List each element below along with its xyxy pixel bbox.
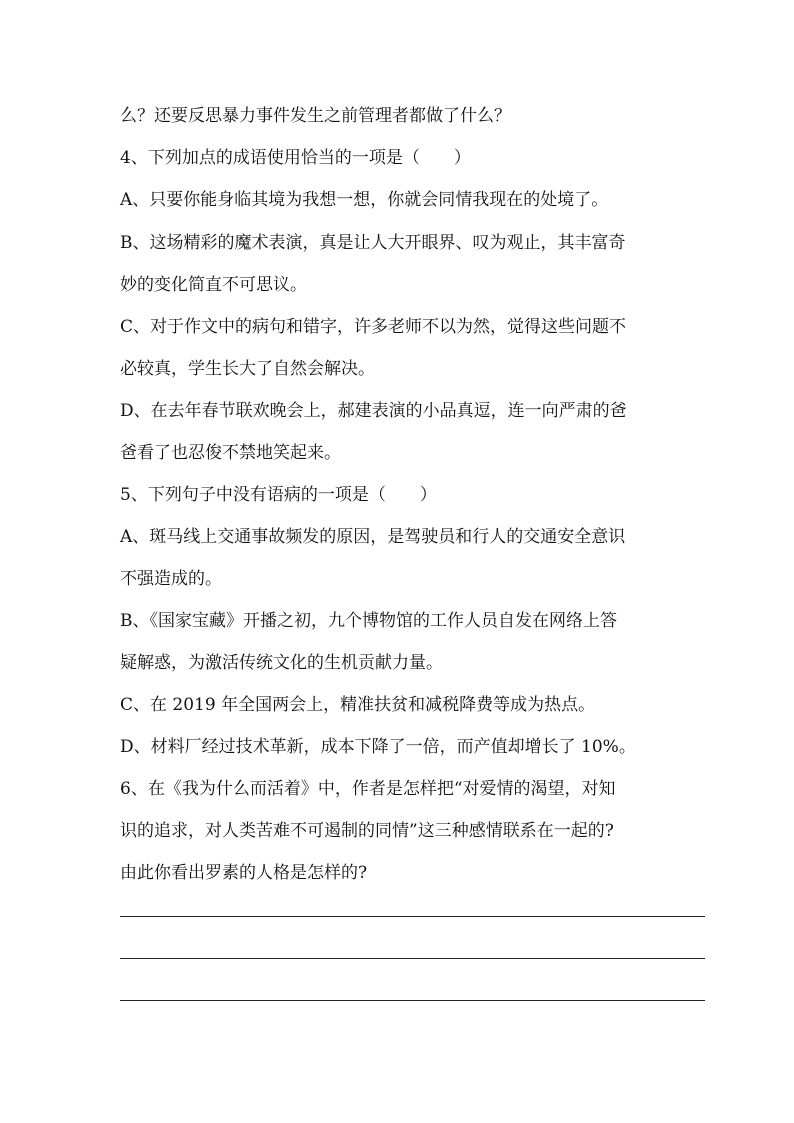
question-4-option-b-cont: 妙的变化简直不可思议。 [120,275,307,295]
question-6-stem-cont: 识的追求，对人类苦难不可遏制的同情”这三种感情联系在一起的? [120,821,614,841]
question-6-stem: 6、在《我为什么而活着》中，作者是怎样把“对爱情的渴望，对知 [120,779,616,799]
question-4-option-c-cont: 必较真，学生长大了自然会解决。 [120,359,375,379]
question-4-option-b: B、这场精彩的魔术表演，真是让人大开眼界、叹为观止，其丰富奇 [120,233,626,253]
question-4-option-c: C、对于作文中的病句和错字，许多老师不以为然，觉得这些问题不 [120,317,627,337]
answer-line[interactable] [120,958,705,959]
question-5-stem: 5、下列句子中没有语病的一项是（ ） [120,485,437,505]
question-4-stem: 4、下列加点的成语使用恰当的一项是（ ） [120,148,471,168]
question-5-option-c: C、在 2019 年全国两会上，精准扶贫和减税降费等成为热点。 [120,695,596,715]
text-line: 么？还要反思暴力事件发生之前管理者都做了什么？ [120,106,511,126]
question-5-option-a-cont: 不强造成的。 [120,569,222,589]
question-5-option-b-cont: 疑解惑，为激活传统文化的生机贡献力量。 [120,653,443,673]
question-4-option-a: A、只要你能身临其境为我想一想，你就会同情我现在的处境了。 [120,190,609,210]
answer-line[interactable] [120,1000,705,1001]
question-6-stem-cont-2: 由此你看出罗素的人格是怎样的? [120,863,368,883]
question-5-option-a: A、斑马线上交通事故频发的原因，是驾驶员和行人的交通安全意识 [120,527,626,547]
question-5-option-d: D、材料厂经过技术革新，成本下降了一倍，而产值却增长了 10%。 [120,737,636,757]
question-4-option-d: D、在去年春节联欢晚会上，郝建表演的小品真逗，连一向严肃的爸 [120,401,627,421]
question-4-option-d-cont: 爸看了也忍俊不禁地笑起来。 [120,443,341,463]
answer-line[interactable] [120,916,705,917]
question-5-option-b: B、《国家宝藏》开播之初，九个博物馆的工作人员自发在网络上答 [120,611,617,631]
